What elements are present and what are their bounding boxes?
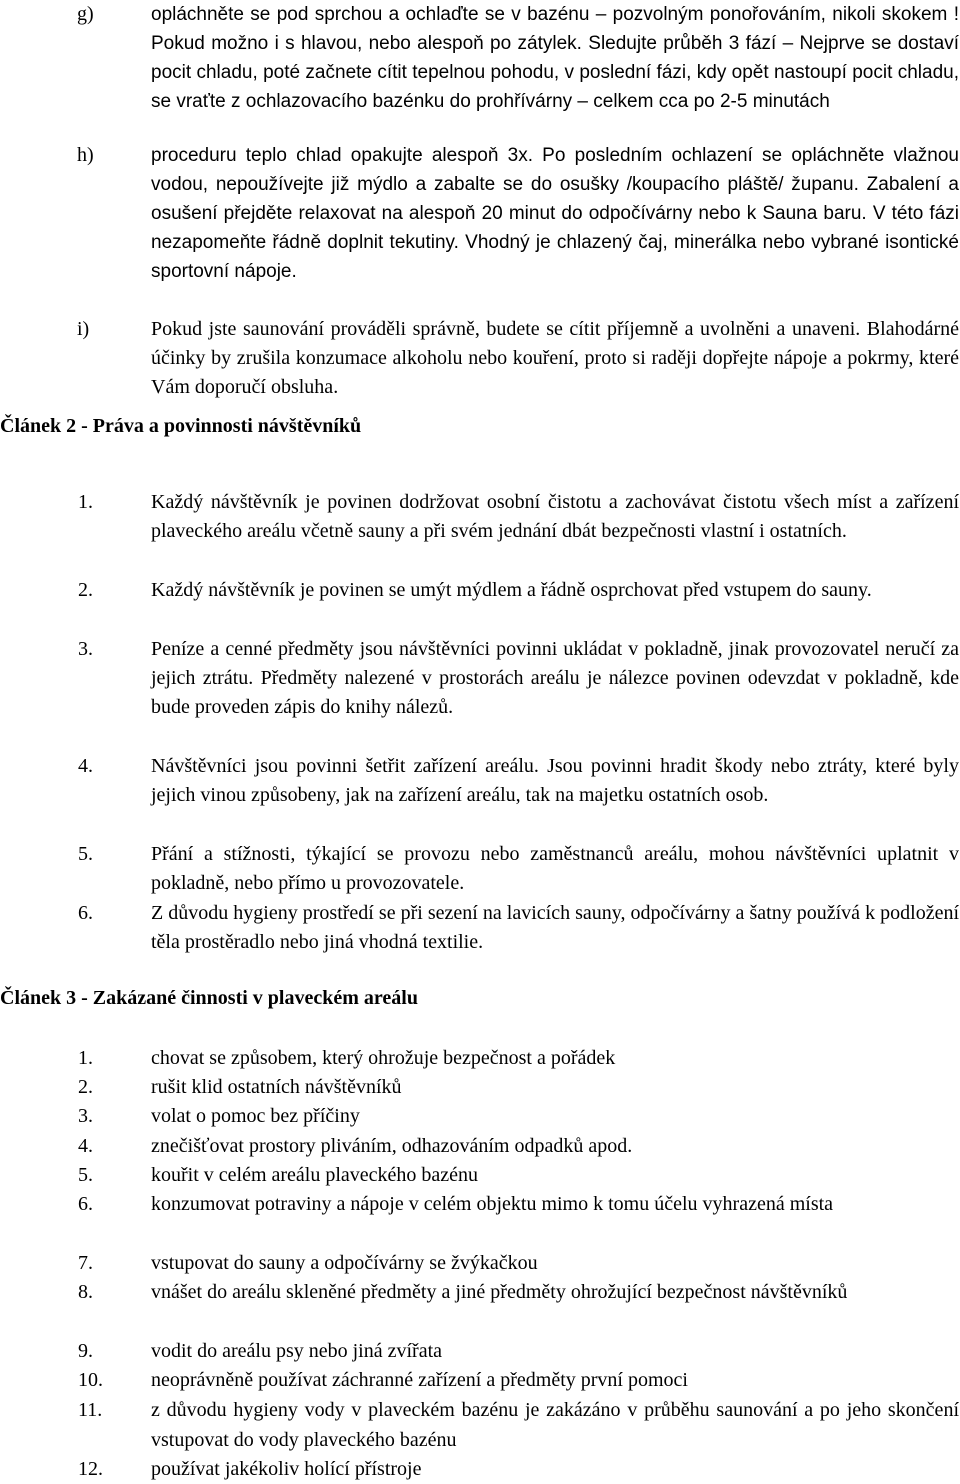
list-item-text: Pokud jste saunování prováděli správně, budete se cítit příjemně a uvolněni a unaveni. Blahodárné účinky by zrušila konzumace alkoholu nebo kouření, proto si raději dopřejte nápoje a pokrmy, které Vám doporučí obsluha. [151,318,959,398]
list-marker: 7. [78,1252,93,1274]
list-item-text: Návštěvníci jsou povinni šetřit zařízení areálu. Jsou povinni hradit škody nebo ztráty, které byly jejich vinou způsobeny, jak na zařízení areálu, tak na majetku ostatních osob. [151,755,959,806]
list-item-text: Peníze a cenné předměty jsou návštěvníci povinni ukládat v pokladně, jinak provozovatel neručí za jejich ztrátu. Předměty nalezené v prostorách areálu je nálezce povinen odevzdat v pokladně, kde bude proveden zápis do knihy nálezů. [151,638,959,718]
article-3-heading: Článek 3 - Zakázané činnosti v plaveckém areálu [0,987,418,1009]
article-2-heading: Článek 2 - Práva a povinnosti návštěvníků [0,415,362,437]
list-item [0,840,959,898]
list-marker: h) [77,144,94,166]
list-item-text: kouřit v celém areálu plaveckého bazénu [151,1164,479,1186]
list-item [0,1454,959,1484]
list-item-text: z důvodu hygieny vody v plaveckém bazénu je zakázáno v průběhu saunování a po jeho skončení vstupovat do vody plaveckého bazénu [151,1399,959,1451]
list-item [0,1248,959,1278]
list-item-text: vnášet do areálu skleněné předměty a jiné předměty ohrožující bezpečnost návštěvníků [151,1281,848,1303]
list-item-text: opláchněte se pod sprchou a ochlaďte se v bazénu – pozvolným ponořováním, nikoli skokem ! Pokud možno i s hlavou, nebo alespoň po zátylek. Sledujte průběh 3 fází – Nejprve se dostaví pocit chladu, poté začnete cítit tepelnou pohodu, v poslední fázi, kdy opět nastoupí pocit chladu, se vraťte z ochlazovacího bazénku do prohřívárny – celkem cca po 2-5 minutách [151,4,959,112]
list-item-text: rušit klid ostatních návštěvníků [151,1076,402,1098]
list-item [0,1072,959,1102]
list-marker: g) [77,3,94,25]
list-item-text: neoprávněně používat záchranné zařízení a předměty první pomoci [151,1369,688,1391]
list-item [0,1043,959,1073]
list-marker: 10. [78,1369,103,1391]
list-marker: 12. [78,1458,103,1480]
list-item-text: Přání a stížnosti, týkající se provozu nebo zaměstnanců areálu, mohou návštěvníci uplatnit v pokladně, nebo přímo u provozovatele. [151,843,959,894]
list-item-text: vstupovat do sauny a odpočívárny se žvýkačkou [151,1252,538,1274]
list-item [0,576,959,605]
list-marker: 5. [78,1164,93,1186]
list-marker: 1. [78,1047,93,1069]
list-item [0,488,959,546]
list-item-text: Každý návštěvník je povinen dodržovat osobní čistotu a zachovávat čistotu všech míst a zařízení plaveckého areálu včetně sauny a při svém jednání dbát bezpečnosti vlastní i ostatních. [151,491,959,542]
list-item [0,1131,959,1161]
list-item [0,899,959,957]
list-marker: 4. [78,1135,93,1157]
list-marker: 3. [78,638,93,660]
list-item [0,635,959,722]
list-item-text: chovat se způsobem, který ohrožuje bezpečnost a pořádek [151,1047,616,1069]
list-item [0,1336,959,1366]
list-marker: 8. [78,1281,93,1303]
list-item [0,1101,959,1131]
list-marker: 2. [78,1076,93,1098]
list-item-text: znečišťovat prostory pliváním, odhazováním odpadků apod. [151,1135,633,1157]
list-marker: i) [77,318,90,340]
list-item [0,1277,959,1307]
list-item [0,1365,959,1395]
list-marker: 11. [78,1399,103,1421]
list-item-text: volat o pomoc bez příčiny [151,1105,360,1127]
list-item [0,752,959,810]
list-item-i [0,315,959,402]
list-item-text: vodit do areálu psy nebo jiná zvířata [151,1340,443,1362]
list-item [0,1160,959,1190]
list-marker: 3. [78,1105,93,1127]
list-marker: 6. [78,1193,93,1215]
list-marker: 4. [78,755,93,777]
list-item-text: Každý návštěvník je povinen se umýt mýdlem a řádně osprchovat před vstupem do sauny. [151,579,872,601]
list-marker: 1. [78,491,93,513]
list-marker: 6. [78,902,93,924]
list-item-text: Z důvodu hygieny prostředí se při sezení na lavicích sauny, odpočívárny a šatny používá k podložení těla prostěradlo nebo jiná vhodná textilie. [151,902,959,953]
list-item-text: proceduru teplo chlad opakujte alespoň 3x. Po posledním ochlazení se opláchněte vlažnou vodou, nepoužívejte již mýdlo a zabalte se do osušky /koupacího pláště/ županu. Zabalení a osušení přejděte relaxovat na alespoň 20 minut do odpočívárny nebo k Sauna baru. V této fázi nezapomeňte řádně doplnit tekutiny. Vhodný je chlazený čaj, minerálka nebo vybrané isontické sportovní nápoje. [151,145,959,282]
list-item [0,1189,959,1219]
list-item [0,1395,959,1455]
list-item-h [0,141,959,286]
list-item-text: konzumovat potraviny a nápoje v celém objektu mimo k tomu účelu vyhrazená místa [151,1193,834,1215]
list-item-text: používat jakékoliv holící přístroje [151,1458,422,1480]
list-item-g [0,0,959,116]
list-marker: 5. [78,843,93,865]
list-marker: 2. [78,579,93,601]
list-marker: 9. [78,1340,93,1362]
